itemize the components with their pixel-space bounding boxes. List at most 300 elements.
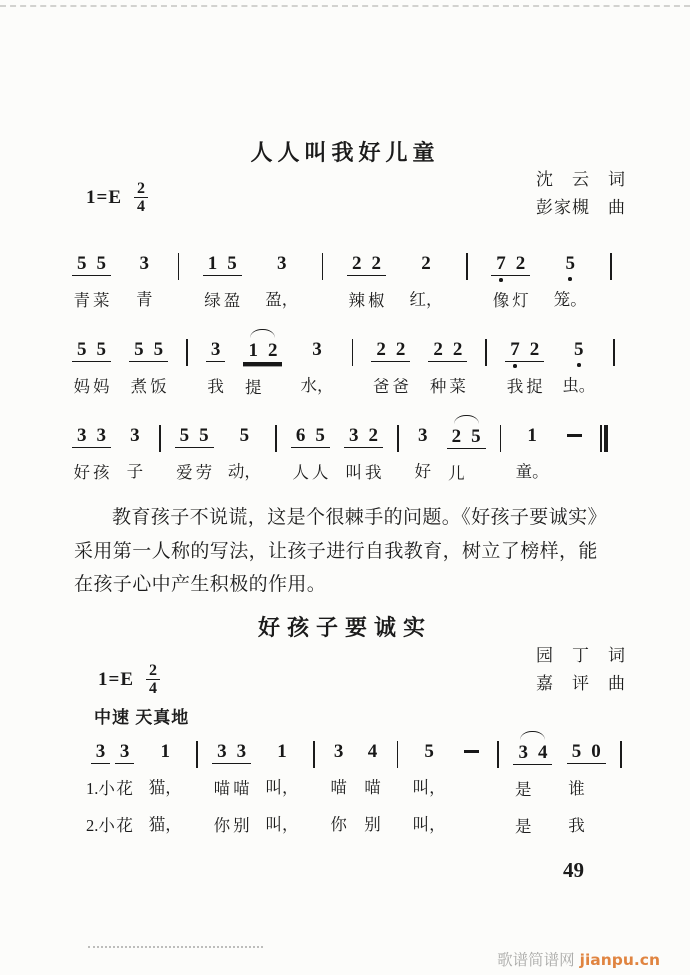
octave-dot-row xyxy=(363,763,383,773)
lyric-syllable: 好 xyxy=(414,462,431,481)
note-unit xyxy=(135,252,155,311)
lyric-syllable: 儿 xyxy=(448,464,465,483)
note-digit: 1 xyxy=(277,741,287,762)
note-digit: 5 xyxy=(72,338,92,362)
note-unit xyxy=(391,338,411,398)
beamed-group xyxy=(129,329,168,398)
octave-dot-row xyxy=(175,448,195,458)
octave-dot-row xyxy=(347,276,367,286)
lyric-syllable: 叫， xyxy=(265,778,299,797)
note-digit: 6 xyxy=(291,424,311,448)
note-digit: 5 xyxy=(72,252,92,276)
barline xyxy=(196,741,198,768)
spacer xyxy=(329,731,349,740)
note-digit: 5 xyxy=(424,741,434,762)
top-dashed-rule xyxy=(0,5,690,7)
octave-dot-row xyxy=(554,275,587,285)
note-unit xyxy=(72,424,92,484)
lyric-syllable: 水， xyxy=(300,376,334,395)
note-digit: 2 xyxy=(447,425,467,449)
duration-dash-wrap xyxy=(563,424,586,447)
song2-title: 好孩子要诚实 xyxy=(257,615,432,640)
final-barline xyxy=(600,425,608,452)
note-wrap xyxy=(266,731,299,836)
spacer xyxy=(266,731,299,740)
note-unit xyxy=(72,338,92,398)
note-digit: 2 xyxy=(263,339,283,363)
lyric-syllable xyxy=(594,778,598,800)
note-digit: 3 xyxy=(513,741,533,765)
lyric-syllable: 我 xyxy=(207,377,224,396)
lyric-syllable: 种 xyxy=(429,377,447,396)
lyric-syllable: 人 xyxy=(311,463,329,482)
dash-unit xyxy=(563,415,586,483)
note-digit: 2 xyxy=(511,252,531,276)
octave-dot-row xyxy=(447,449,467,459)
note-digit: 5 xyxy=(239,425,250,446)
song1-composer: 彭家槻 曲 xyxy=(536,198,626,217)
note-wrap xyxy=(125,415,145,483)
octave-dot-row xyxy=(125,447,145,457)
barline xyxy=(485,339,487,366)
note-unit xyxy=(92,424,112,484)
song1-music-line-1 xyxy=(72,243,612,312)
beamed-notes-row xyxy=(428,338,467,398)
lyric-syllable: 灯 xyxy=(512,291,529,310)
spacer xyxy=(574,731,599,739)
beamed-notes-row xyxy=(72,424,111,484)
watermark-domain: jianpu.cn xyxy=(579,951,660,969)
lyric-syllable: 我 xyxy=(568,816,585,835)
lyric-syllable: 青 xyxy=(136,290,153,309)
note-unit xyxy=(466,425,486,485)
beamed-group xyxy=(505,329,544,398)
note-unit xyxy=(92,338,112,398)
duration-dash xyxy=(567,434,582,436)
octave-dot-row xyxy=(516,447,549,457)
octave-dot-row xyxy=(466,449,486,459)
note-wrap xyxy=(206,329,226,398)
beamed-group xyxy=(72,243,111,312)
note-unit xyxy=(413,740,446,836)
spacer xyxy=(210,243,235,251)
spacer xyxy=(435,329,460,337)
lyric-syllable: 青 xyxy=(73,291,90,310)
note-digit: 2 xyxy=(421,253,431,274)
spacer xyxy=(228,415,261,424)
beamed-notes-row xyxy=(243,339,282,399)
octave-dot-row xyxy=(129,362,149,372)
lyric-syllable: 菜 xyxy=(449,377,466,396)
bottom-scan-artifact xyxy=(88,946,263,948)
octave-dot-row xyxy=(366,276,386,286)
lyric-syllable: 我 xyxy=(506,377,524,396)
octave-dot-row xyxy=(266,763,299,773)
octave-dot-row xyxy=(428,362,448,372)
note-digit: 1 xyxy=(527,425,537,446)
final-bar-thin xyxy=(600,425,602,452)
beamed-group xyxy=(371,329,410,398)
octave-dot-row xyxy=(491,276,511,286)
note-unit xyxy=(129,338,149,398)
octave-dot-row xyxy=(344,448,364,458)
note-unit xyxy=(266,740,299,836)
beamed-notes-row xyxy=(491,252,530,312)
lyric-syllable: 煮 xyxy=(130,377,148,396)
note-digit: 2 xyxy=(371,338,391,362)
lyric-syllable: 虫。 xyxy=(562,376,596,395)
note-wrap xyxy=(301,329,334,397)
note-digit: 3 xyxy=(206,338,226,362)
slur-arc xyxy=(250,329,275,338)
note-digit: 3 xyxy=(115,740,135,764)
spacer xyxy=(413,415,433,424)
song2-music-line-1 xyxy=(86,731,622,838)
lyric-syllable: 爸 xyxy=(372,377,390,396)
beamed-slur-group xyxy=(243,329,282,399)
beamed-notes-row xyxy=(129,338,168,398)
lyric-syllable: 喵 xyxy=(233,779,250,798)
lyric-syllable xyxy=(469,777,473,799)
low-octave-dot xyxy=(513,364,517,368)
note-unit xyxy=(347,252,367,312)
note-unit xyxy=(291,424,311,484)
lyric-syllable: 绿 xyxy=(204,291,221,310)
lyric-syllable xyxy=(271,377,275,399)
note-wrap xyxy=(409,243,442,311)
octave-dot-row xyxy=(194,448,214,458)
lyric-syllable: 劳 xyxy=(195,463,213,482)
lyric-syllable: 子 xyxy=(126,462,144,481)
note-unit xyxy=(115,740,135,837)
note-wrap xyxy=(149,731,182,836)
song1-credits xyxy=(536,166,626,222)
beamed-group xyxy=(175,415,214,484)
lyric-syllable: 妈 xyxy=(93,377,110,396)
beamed-notes-row xyxy=(175,424,214,484)
lyric-syllable xyxy=(594,815,598,837)
beamed-group xyxy=(291,415,330,484)
beamed-notes-row xyxy=(447,425,486,485)
octave-dot-row xyxy=(460,763,483,773)
spacer xyxy=(79,415,104,423)
octave-dot-row xyxy=(232,764,252,774)
note-digit: 5 xyxy=(574,339,584,360)
spacer xyxy=(79,329,104,337)
note-digit: 1 xyxy=(203,252,223,276)
note-unit xyxy=(149,740,182,836)
barline xyxy=(397,425,399,452)
note-wrap xyxy=(516,415,549,483)
note-unit xyxy=(554,252,587,311)
song1-meter-numerator: 2 xyxy=(134,180,148,198)
note-unit xyxy=(149,338,169,398)
song1-lyricist: 沈 云 词 xyxy=(536,170,626,189)
dash-unit xyxy=(460,731,483,836)
lyric-syllable: 是 xyxy=(514,780,532,799)
note-unit xyxy=(232,740,252,837)
beamed-group xyxy=(86,731,134,837)
paragraph-line: 在孩子心中产生积极的作用。 xyxy=(74,574,327,595)
note-digit: 4 xyxy=(533,741,553,765)
spacer xyxy=(554,243,587,252)
spacer xyxy=(516,415,549,424)
beamed-group xyxy=(72,415,111,484)
beamed-notes-row xyxy=(344,424,383,484)
octave-dot-row xyxy=(413,763,446,773)
song2-composer: 嘉 评 曲 xyxy=(536,674,626,693)
duration-dash xyxy=(464,750,479,752)
octave-dot-row xyxy=(291,448,311,458)
note-unit xyxy=(72,252,92,312)
lyric-syllable: 谁 xyxy=(568,779,585,798)
lyric-syllable: 辣 xyxy=(348,291,365,310)
note-digit: 0 xyxy=(586,740,606,764)
note-unit xyxy=(491,252,511,312)
barline xyxy=(620,741,622,768)
note-wrap xyxy=(554,243,587,311)
duration-dash-wrap xyxy=(460,740,483,763)
lyric-syllable: 动， xyxy=(227,462,261,481)
lyric-syllable: 喵 xyxy=(330,778,347,797)
octave-dot-row xyxy=(567,764,587,774)
note-wrap xyxy=(265,243,298,311)
spacer xyxy=(182,415,207,423)
beamed-notes-row xyxy=(291,424,330,484)
lyric-syllable: 别 xyxy=(364,815,381,834)
note-unit xyxy=(525,338,545,398)
octave-dot-row xyxy=(86,764,115,774)
lyric-syllable: 花 xyxy=(116,816,133,835)
note-unit xyxy=(371,338,391,398)
barline xyxy=(397,741,399,768)
octave-dot-row xyxy=(222,276,242,286)
lyric-syllable: 爱 xyxy=(176,463,193,482)
octave-dot-row xyxy=(505,362,525,372)
beamed-notes-row xyxy=(347,252,386,312)
song2-meter-numerator: 2 xyxy=(146,662,160,680)
note-unit xyxy=(329,740,349,836)
note-unit xyxy=(194,424,214,484)
spacer xyxy=(125,415,145,424)
note-unit xyxy=(562,338,595,397)
barline xyxy=(466,253,468,280)
lyric-syllable: 童。 xyxy=(515,462,549,481)
barline xyxy=(186,339,188,366)
spacer xyxy=(363,731,383,740)
lyric-syllable: 椒 xyxy=(367,291,385,310)
barline xyxy=(497,741,499,768)
note-unit xyxy=(243,339,263,399)
note-digit: 2 xyxy=(391,338,411,362)
note-unit xyxy=(413,424,433,483)
note-digit: 5 xyxy=(310,424,330,448)
lyric-syllable: 叫， xyxy=(265,815,299,834)
song1-time-signature xyxy=(134,180,148,215)
octave-dot-row xyxy=(72,448,92,458)
beamed-group xyxy=(212,731,251,837)
note-digit: 5 xyxy=(222,252,242,276)
barline xyxy=(352,339,354,366)
octave-dot-row xyxy=(371,362,391,372)
lyric-syllable: 叫， xyxy=(412,815,446,834)
octave-dot-row xyxy=(409,275,442,285)
beamed-group xyxy=(491,243,530,312)
lyric-syllable: 别 xyxy=(233,816,250,835)
octave-dot-row xyxy=(563,447,586,457)
octave-dot-row xyxy=(243,363,263,373)
note-digit: 3 xyxy=(130,425,140,446)
beamed-slur-group xyxy=(447,415,486,485)
octave-dot-row xyxy=(149,362,169,372)
beamed-notes-row xyxy=(203,252,242,312)
octave-dot-row xyxy=(72,276,92,286)
beamed-group xyxy=(347,243,386,312)
spacer xyxy=(351,415,376,423)
spacer xyxy=(93,731,127,739)
lyric-syllable: 喵 xyxy=(364,778,381,797)
lyric-syllable: 好 xyxy=(73,463,90,482)
spacer xyxy=(298,415,323,423)
lyric-syllable: 人 xyxy=(292,463,309,482)
lyric-syllable: 笼。 xyxy=(553,290,587,309)
song2-key-label: 1=E xyxy=(98,668,134,690)
octave-dot-row xyxy=(363,448,383,458)
note-digit: 3 xyxy=(212,740,232,764)
barline xyxy=(159,425,161,452)
song1-key-label: 1=E xyxy=(86,186,122,208)
lyric-syllable: 红， xyxy=(409,290,443,309)
note-unit xyxy=(409,252,442,311)
lyric-syllable xyxy=(474,463,478,485)
beamed-slur-group xyxy=(513,731,552,838)
lyric-syllable: 猫， xyxy=(148,778,182,797)
spacer xyxy=(354,243,379,251)
note-digit: 3 xyxy=(72,424,92,448)
beamed-notes-row xyxy=(212,740,251,837)
octave-dot-row xyxy=(92,276,112,286)
octave-dot-row xyxy=(533,765,553,775)
low-octave-dot xyxy=(577,363,581,367)
spacer xyxy=(206,329,226,338)
slur-arc xyxy=(454,415,479,424)
note-unit xyxy=(448,338,468,398)
octave-dot-row xyxy=(72,362,92,372)
octave-dot-row xyxy=(511,276,531,286)
barline xyxy=(275,425,277,452)
lyric-syllable: 叫 xyxy=(345,463,362,482)
note-unit xyxy=(513,741,533,838)
note-digit: 3 xyxy=(312,339,322,360)
note-digit: 7 xyxy=(505,338,525,362)
octave-dot-row xyxy=(562,361,595,371)
note-unit xyxy=(203,252,223,312)
octave-dot-row xyxy=(92,362,112,372)
barline xyxy=(322,253,324,280)
octave-dot-row xyxy=(586,764,606,774)
note-unit xyxy=(447,425,467,485)
note-unit xyxy=(175,424,195,484)
spacer xyxy=(265,243,298,252)
song2-lyricist: 园 丁 词 xyxy=(536,646,626,665)
note-digit: 2 xyxy=(363,424,383,448)
octave-dot-row xyxy=(448,362,468,372)
note-digit: 3 xyxy=(333,741,344,762)
note-unit xyxy=(363,740,383,836)
lyric-syllable: 你 xyxy=(330,815,347,834)
note-unit xyxy=(511,252,531,312)
beamed-notes-row xyxy=(72,252,111,312)
lyric-syllable xyxy=(541,816,545,838)
octave-dot-row xyxy=(228,447,261,457)
octave-dot-row xyxy=(203,276,223,286)
barline xyxy=(178,253,180,280)
beamed-notes-row xyxy=(86,740,134,837)
beamed-group xyxy=(72,329,111,398)
octave-dot-row xyxy=(115,764,135,774)
octave-dot-row xyxy=(265,275,298,285)
note-unit xyxy=(125,424,145,483)
lyric-syllable: 孩 xyxy=(93,463,110,482)
lyric-syllable: 爸 xyxy=(392,377,409,396)
watermark xyxy=(497,948,660,970)
paragraph-line: 采用第一人称的写法，让孩子进行自我教育，树立了榜样，能 xyxy=(74,540,598,562)
lyric-syllable xyxy=(469,814,473,836)
note-unit xyxy=(428,338,448,398)
octave-dot-row xyxy=(391,362,411,372)
song1-meter-denominator: 4 xyxy=(137,198,145,215)
beamed-notes-row xyxy=(513,741,552,838)
spacer xyxy=(498,243,523,251)
spacer xyxy=(378,329,403,337)
note-digit: 2 xyxy=(525,338,545,362)
note-unit xyxy=(92,252,112,312)
song1-music-line-2 xyxy=(72,329,615,399)
note-digit: 1 xyxy=(243,339,263,363)
note-digit: 3 xyxy=(92,424,112,448)
note-digit: 4 xyxy=(367,741,378,762)
note-unit xyxy=(310,424,330,484)
barline xyxy=(500,425,502,452)
lyric-syllable xyxy=(541,779,545,801)
lyric-syllable: 捉 xyxy=(526,377,543,396)
song2-key-signature xyxy=(98,662,160,697)
spacer xyxy=(562,329,595,338)
note-wrap xyxy=(413,731,446,836)
beamed-group xyxy=(567,731,606,837)
note-digit: 5 xyxy=(194,424,214,448)
song1-music-line-3 xyxy=(72,415,608,485)
song1-key-signature xyxy=(86,180,148,215)
lyric-syllable: 菜 xyxy=(93,291,110,310)
note-unit xyxy=(228,424,261,483)
note-unit xyxy=(222,252,242,312)
octave-dot-row xyxy=(413,447,433,457)
note-digit: 5 xyxy=(565,253,575,274)
note-unit xyxy=(516,424,549,483)
low-octave-dot xyxy=(568,277,572,281)
beamed-notes-row xyxy=(72,338,111,398)
note-wrap xyxy=(135,243,155,311)
note-digit: 3 xyxy=(139,253,150,274)
octave-dot-row xyxy=(525,362,545,372)
page-number: 49 xyxy=(563,858,584,882)
note-wrap xyxy=(329,731,349,836)
note-digit: 2 xyxy=(448,338,468,362)
note-unit xyxy=(586,740,606,837)
song2-time-signature xyxy=(146,662,160,697)
lyric-syllable xyxy=(572,461,576,483)
